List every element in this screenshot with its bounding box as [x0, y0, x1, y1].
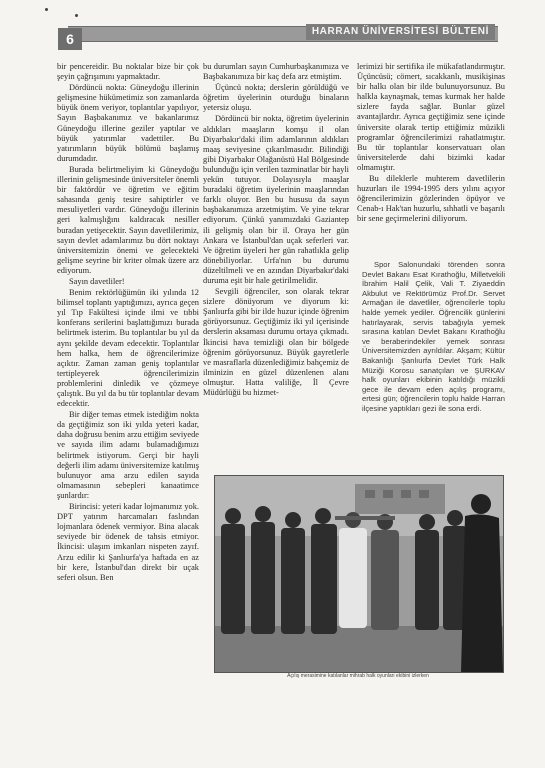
event-report-column [362, 260, 505, 472]
paragraph: Dördüncü nokta: Güneydoğu illerinin gelişmesine hükümetimiz son zamanlarda büyük önem veriyor, toplantılar yapılıyor, Sayın Başbakanımız ve bakanlarımız Güneydoğu illerine geziler yaptılar ve büyük yatırımlar vadettiler. Bu yatırımların büyük bölümü başlamış durumdadır. [57, 83, 199, 163]
paragraph: Dördüncü bir nokta, öğretim üyelerinin aldıkları maaşların komşu il olan Diyarbakır'daki ilim adamlarının aldıkları maaş seviyesine çıkarılmasıdır. Bilindiği gibi Diyarbakır Olağanüstü Hal Bölgesinde bulunduğu için verilen tazminatlar bir hayli yekün tutuyor. Dolayısıyla maaşlar buradaki öğretim üyelerinin maaşlarından farklı oluyor. Ben bu hususu da sayın başbakanımıza arzetmiştim. Ve yine tekrar ediyorum. Çünkü yanımızdaki Gaziantep ili gelişmiş olan bir il. Oraya her gün Ankara ve İstanbul'dan uçak seferleri var. Ve öğretim üyeleri her gün rahatlıkla gelip dönebiliyorlar. Urfa'nın bu durumu düzeltilmeli ve en azından Diyarbakır'daki duruma eşit bir hale getirilmelidir. [203, 114, 349, 285]
paragraph: Sevgili öğrenciler, son olarak tekrar sizlere dönüyorum ve diyorum ki: Şanlıurfa gibi bir ilde huzur içinde öğrenim görüyorsunuz. Geçtiğimiz iki yıl içerisinde derslerin aksaması durumu ortaya çıkmadı. İkincisi hava temizliği olan bir bölgede öğrenim görüyorsunuz. Büyük gayretlerle ve masraflarla düzenlediğimiz bahçemiz de ilminizin en güzel düzenlenen alanı olmuştur. Hatta valiliğe, İl Çevre Müdürlüğü bu hizmet- [203, 287, 349, 397]
text-column-1 [57, 62, 199, 698]
bulletin-title: HARRAN ÜNİVERSİTESİ BÜLTENİ [306, 24, 495, 40]
paragraph: Benim rektörlüğümün iki yılında 12 bilimsel toplantı yaptığımızı, ayrıca geçen yıl Tıp Fakültesi içinde ilmi ve tıbbi konferans serilerini başlattığımızı burada belirtmek isterim. Bu toplantılar bu yıl da aynı şekilde devam edecektir. Toplantılar hem halka, hem de öğrencilerimize açıktır. Zaman zaman geniş toplantılar tertipleyerek öğrencilerimizin problemlerini dinledik ve çözmeye çalıştık. Bu yıl da bu tür toplantılar devam edecektir. [57, 288, 199, 409]
paragraph: bu durumları sayın Cumhurbaşkanımıza ve Başbakanımıza bir kaç defa arz etmiştim. [203, 62, 349, 82]
ceremony-photo [214, 475, 504, 673]
page-number: 6 [58, 28, 82, 50]
paragraph: bir pencereidir. Bu noktalar bize bir çok şeyin çağrışımını yapmaktadır. [57, 62, 199, 82]
margin-mark [75, 14, 78, 17]
text-column-2 [203, 62, 349, 470]
paragraph: Bir diğer temas etmek istediğim nokta da geçtiğimiz son iki yılda yeteri kadar, daha doğrusu benim arzu ettiğim seviyede ve sayıda ilim adamı bulamadığımızı belirtmek istiyorum. Gerçi bir hayli değerli ilim adamı üniversitemize katılmış bulunuyor ama arzu edilen sayıda olmamasının sebepleri kanaatimce şunlardır: [57, 410, 199, 500]
paragraph: lerimizi bir sertifika ile mükafatlandırmıştır. Üçüncüsü; cömert, sıcakkanlı, musikişinas bir halkı olan bir ilde bulunuyorsunuz. Bu halkla kaynaşmak, temas kurmak her halde sizlere fayda sağlar. Bunlar güzel avantajlardır. Ayrıca geçtiğimiz sene içinde üniversite olarak tertip ettiğimiz müzikli programlar öğrencilerimizi rahatlatmıştır. Bu tür toplantılar konservatuarı olan üniversitelerde dahi bizimki kadar olmamıştır. [357, 62, 505, 172]
paragraph: Sayın davetliler! [69, 276, 125, 286]
photo-caption: Açılış merasimine katılanlar mihrab halk oyunları ekibini izlerken [287, 673, 429, 679]
paragraph: Spor Salonundaki törenden sonra Devlet Bakanı Esat Kırathoğlu, Milletvekili İbrahim Halil Çelik, Vali T. Ziyaeddin Akbulut ve Rektörümüz Prof.Dr. Servet Armağan ile davetliler, öğrencilerle toplu halde yemek yediler. Öğrencilik günlerini hatırlayarak, servis tabağıyla yemek sırasına katılan Devlet Bakanı Kırathoğlu ve beraberindekiler yemek sonrası Üniversitemizden ayrıldılar. Akşam; Kültür Bakanlığı Şanlıurfa Devlet Türk Halk Müziği Korosu sanatçıları ve ŞURKAV halk oyunları ekibinin katıldığı müzikli gece ile devam eden açılış programı, ertesi gün; öğrencilerin toplu halde Harran ilçesine yaptıkları gezi ile sona erdi. [362, 260, 505, 413]
text-column-3 [357, 62, 505, 240]
margin-mark [45, 8, 48, 11]
paragraph: Birincisi: yeteri kadar lojmanımız yok. DPT yatırım harcamaları faslından lojmanlara ödenek vermiyor. Bina alacak seviyede bir ödenek de tahsis etmiyor. İkincisi: ulaşım imkanları nispeten zayıf. Arzu edilir ki Şanlıurfa'ya haftada en az bir kere, İstanbul'dan direkt bir uçak seferi olsun. Ben [57, 502, 199, 582]
photo-illustration [215, 476, 503, 672]
paragraph: Burada belirtmeliyim ki Güneydoğu illerinin gelişmesinde üniversiteler önemli bir faktördür ve öğretim ve eğitim sahasında geniş tesire sahiptirler ve mesuliyetleri vardır. Güneydoğu illerinin geri kalmışlığını kaldıracak nesiller buradan yetişecektir. Sayın davetlilerimiz, sayın devlet adamlarımız bu dört noktayı üniversitemizin önemi ve gelecekteki gelişme seyrine bir kriter olmak üzere arz ediyorum. [57, 164, 199, 275]
paragraph: Bu dileklerle muhterem davetlilerin huzurları ile 1994-1995 ders yılını açıyor öğrencilerimizin gözlerinden öpüyor ve Cenab-ı Hak'tan huzurlu, sıhhatli ve başarılı bir sene geçirmelerini diliyorum. [357, 174, 505, 224]
paragraph: Üçüncü nokta; derslerin görüldüğü ve öğretim üyelerinin oturduğu binaların yetersiz oluşu. [203, 83, 349, 113]
